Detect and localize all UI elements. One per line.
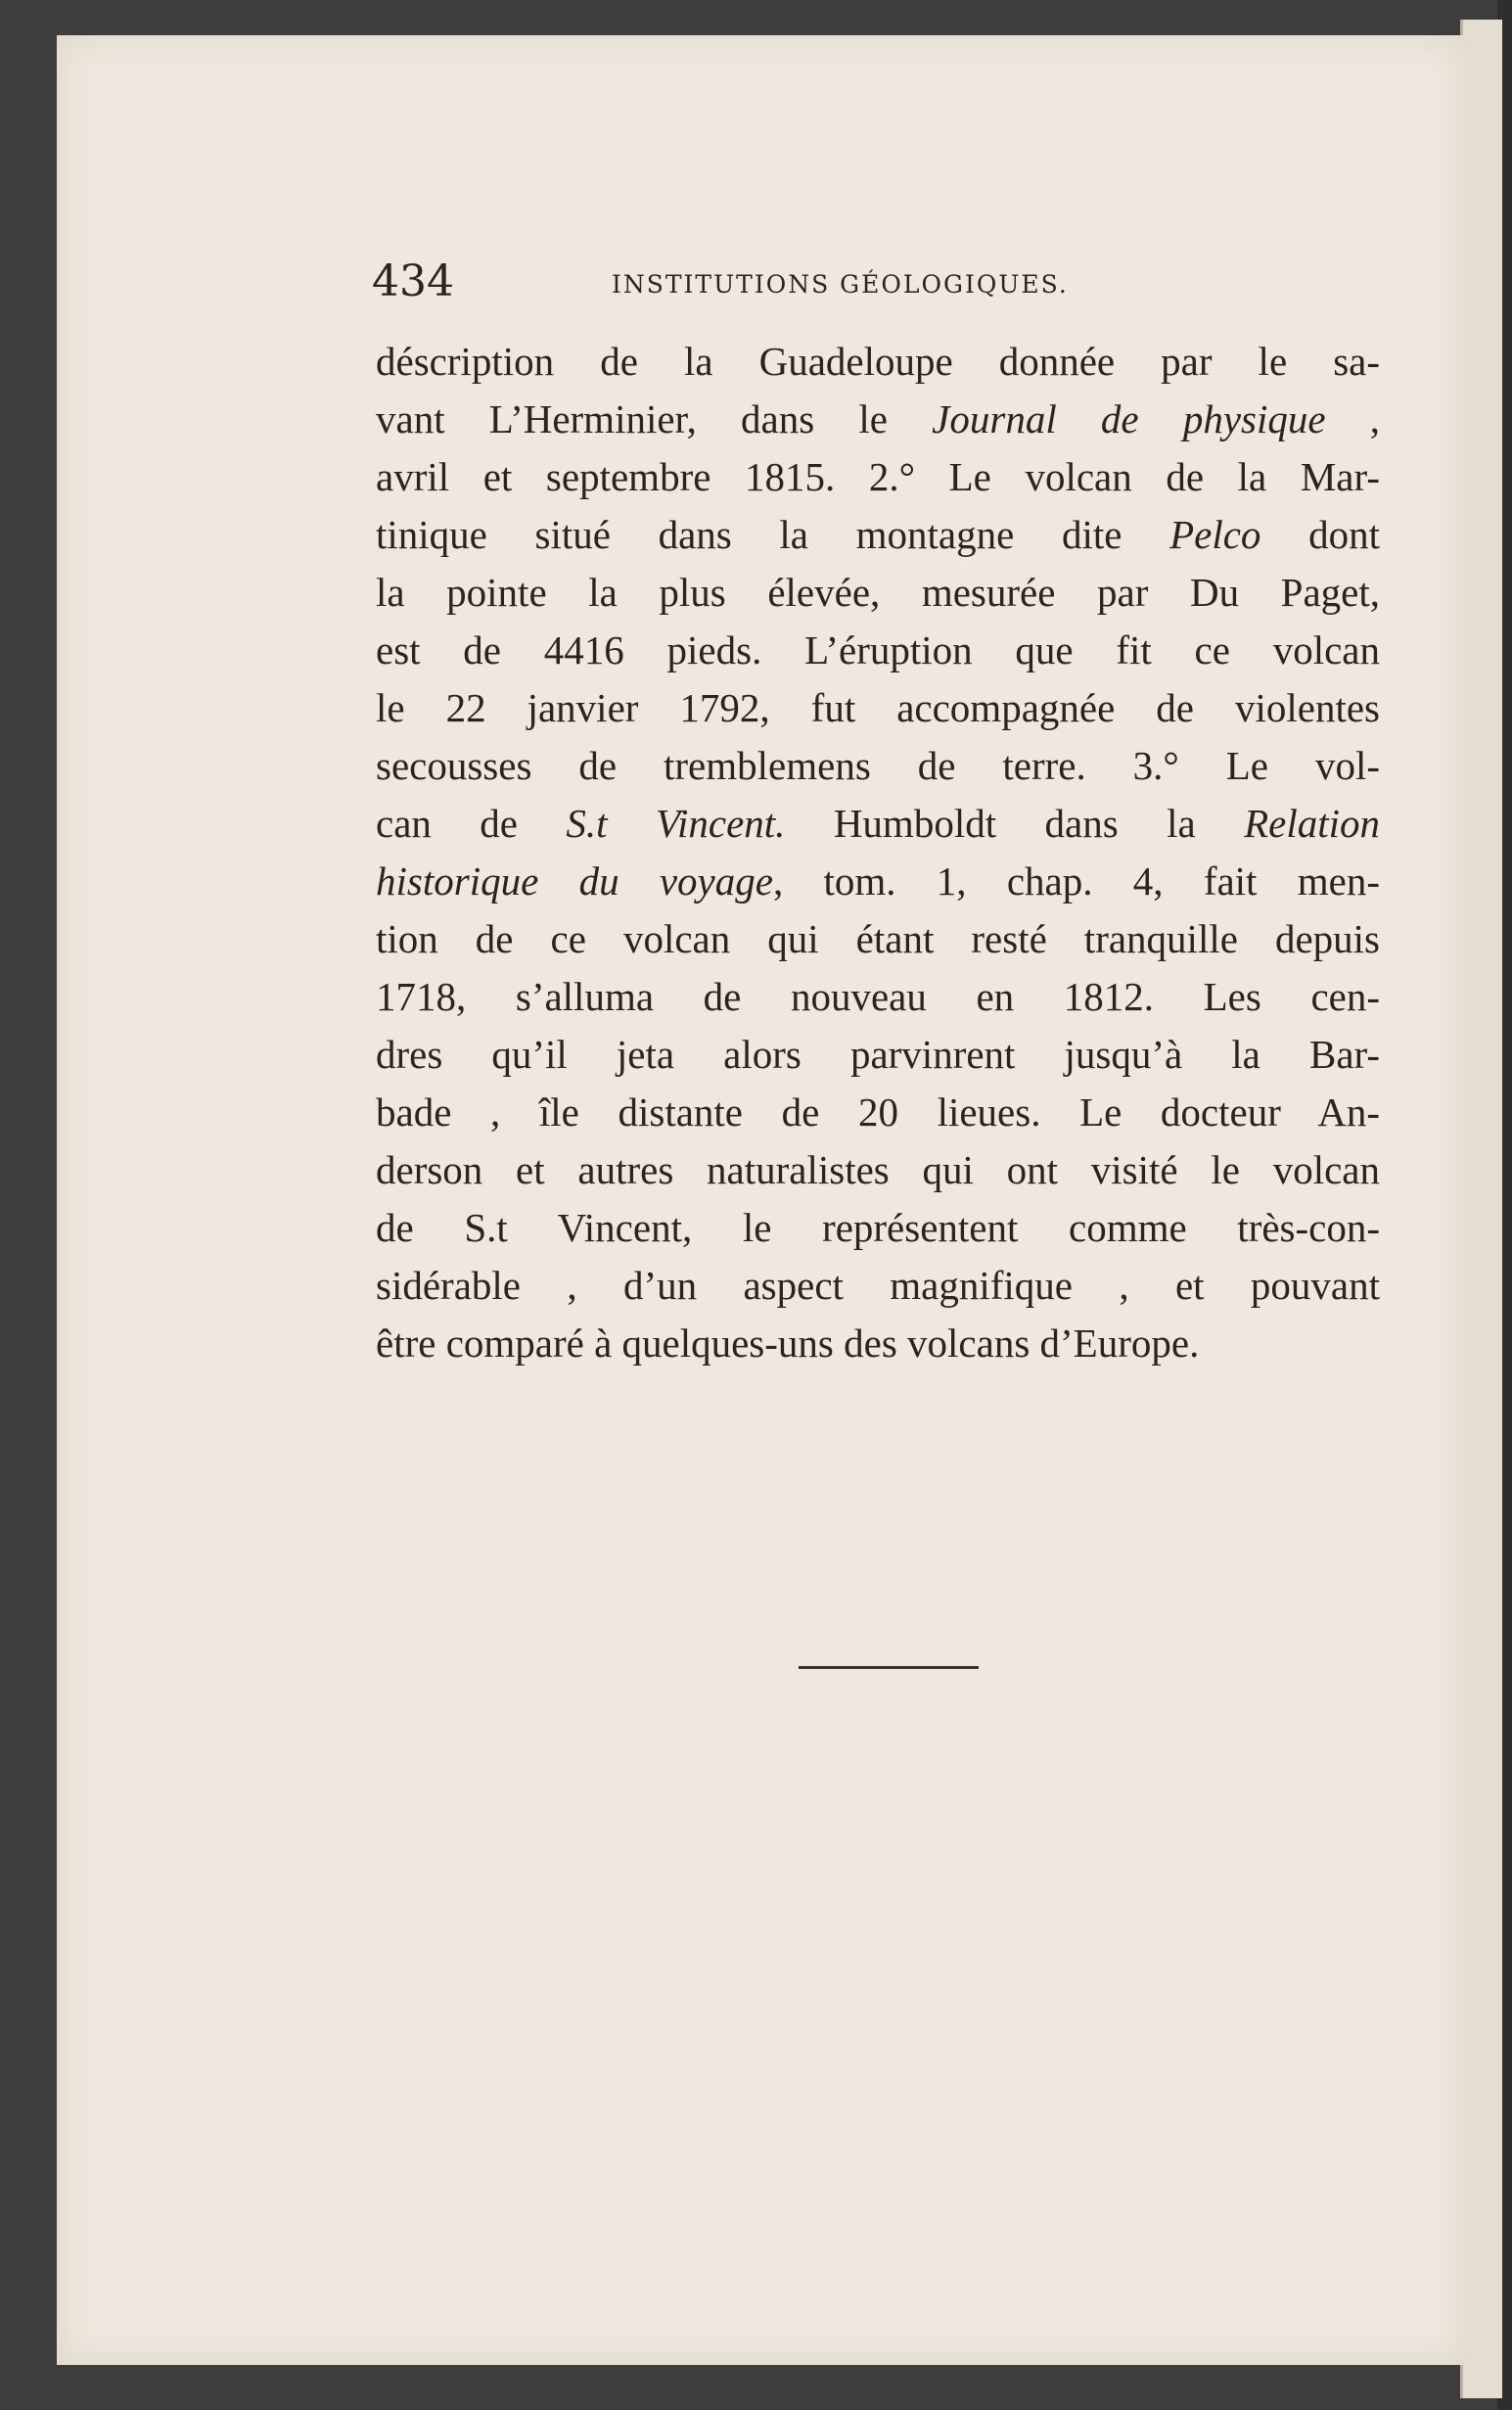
text-line: [376, 1084, 1380, 1141]
text-line: [376, 622, 1380, 679]
text-line: [376, 506, 1380, 564]
text-segment: le 22 janvier 1792, fut accompagnée de violentes: [376, 685, 1380, 730]
text-segment: sidérable , d’un aspect magnifique , et pouvant: [376, 1263, 1380, 1308]
text-line: [376, 333, 1380, 391]
text-line: [376, 737, 1380, 795]
text-line: [376, 1315, 1380, 1372]
italic-text: S.t Vincent.: [566, 801, 786, 846]
page-header: [372, 256, 1380, 315]
italic-text: Pelco: [1169, 512, 1261, 557]
text-segment: bade , île distante de 20 lieues. Le docteur An-: [376, 1089, 1380, 1135]
text-line: [376, 1026, 1380, 1084]
text-segment: dont: [1260, 512, 1380, 557]
text-line: [376, 448, 1380, 506]
text-segment: , tom. 1, chap. 4, fait men-: [772, 858, 1380, 904]
page-number: 434: [372, 256, 454, 306]
text-segment: tinique situé dans la montagne dite: [376, 512, 1170, 557]
text-line: [376, 1257, 1380, 1315]
italic-text: historique du voyage: [376, 858, 773, 904]
text-line: [376, 564, 1380, 622]
text-segment: derson et autres naturalistes qui ont visité le volcan: [376, 1147, 1380, 1192]
adjacent-page-edge: [1460, 20, 1502, 2398]
italic-text: Relation: [1244, 801, 1380, 846]
text-segment: ,: [1325, 396, 1381, 441]
text-line: [376, 795, 1380, 853]
text-segment: de S.t Vincent, le représentent comme très-con-: [376, 1205, 1380, 1250]
text-segment: vant L’Herminier, dans le: [376, 396, 933, 441]
text-segment: dres qu’il jeta alors parvinrent jusqu’à la Bar-: [376, 1032, 1380, 1077]
text-line: [376, 1141, 1380, 1199]
text-line: [376, 391, 1380, 448]
text-segment: est de 4416 pieds. L’éruption que fit ce volcan: [376, 627, 1380, 672]
text-segment: la pointe la plus élevée, mesurée par Du Paget,: [376, 570, 1380, 615]
italic-text: Journal de physique: [932, 396, 1326, 441]
running-head: INSTITUTIONS GÉOLOGIQUES.: [612, 270, 1069, 299]
text-line: [376, 968, 1380, 1026]
section-divider: [799, 1666, 979, 1669]
text-line: [376, 1199, 1380, 1257]
text-segment: Humboldt dans la: [785, 801, 1245, 846]
text-segment: être comparé à quelques-uns des volcans d’Europe.: [376, 1321, 1200, 1366]
text-segment: 1718, s’alluma de nouveau en 1812. Les cen-: [376, 974, 1380, 1019]
text-line: [376, 679, 1380, 737]
text-line: [376, 910, 1380, 968]
text-segment: secousses de tremblemens de terre. 3.° Le vol-: [376, 743, 1380, 788]
text-segment: déscription de la Guadeloupe donnée par le sa-: [376, 339, 1380, 384]
body-text: [376, 333, 1380, 1372]
text-segment: tion de ce volcan qui étant resté tranquille depuis: [376, 916, 1380, 961]
text-segment: can de: [376, 801, 567, 846]
text-segment: avril et septembre 1815. 2.° Le volcan de la Mar-: [376, 454, 1380, 499]
text-line: [376, 853, 1380, 910]
